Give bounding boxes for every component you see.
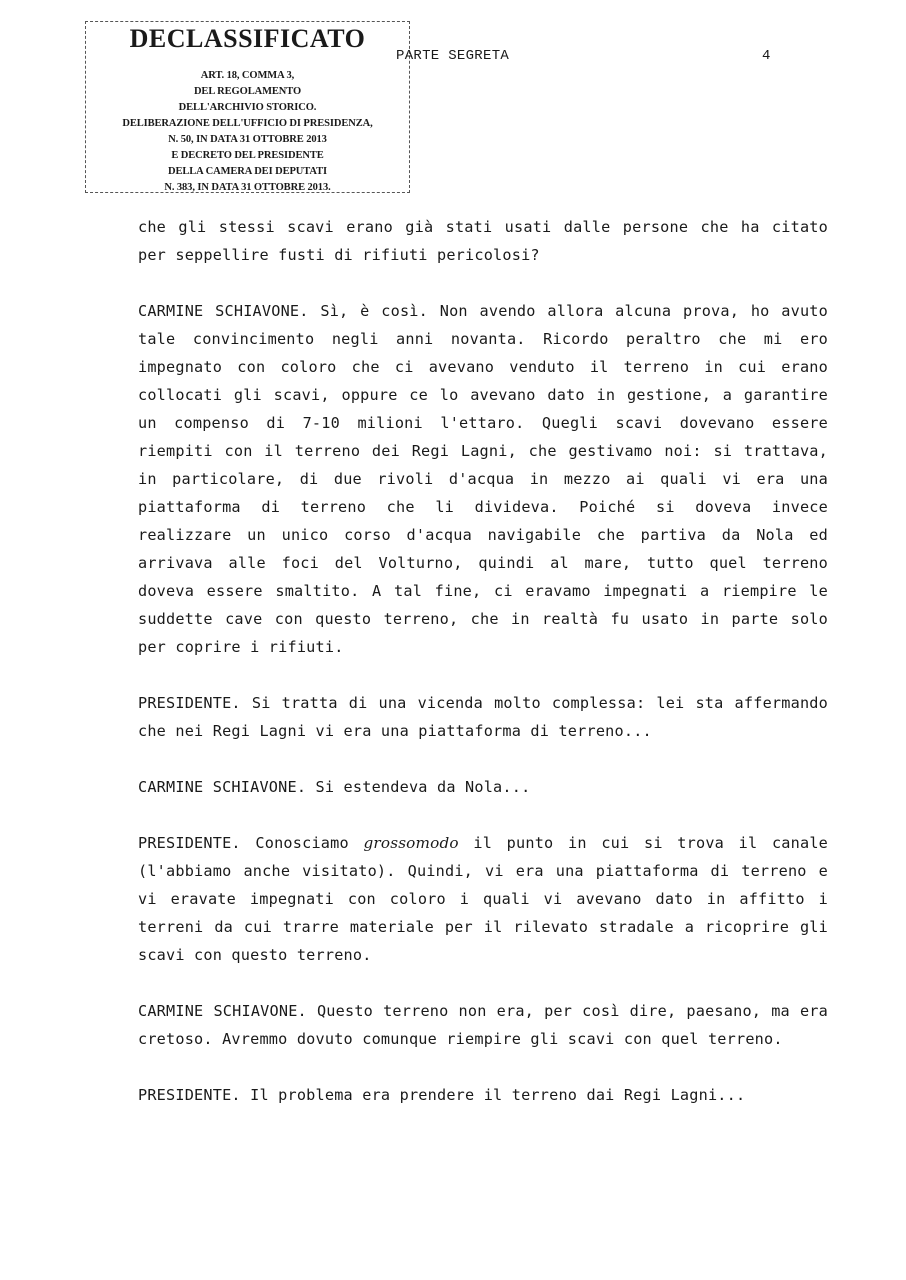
paragraph: CARMINE SCHIAVONE. Sì, è così. Non avendo allora alcuna prova, ho avuto tale convincimento negli anni novanta. Ricordo peraltro che mi ero impegnato con coloro che ci avevano venduto il terreno in cui erano collocati gli scavi, oppure ce lo avevano dato in gestione, a garantire un compenso di 7-10 milioni l'ettaro. Quegli scavi dovevano essere riempiti con il terreno dei Regi Lagni, che gestivamo noi: si trattava, in particolare, di due rivoli d'acqua in mezzo ai quali vi era una piattaforma di terreno che li divideva. Poiché si doveva invece realizzare un unico corso d'acqua navigabile che partiva da Nola ed arrivava alle foci del Volturno, quindi al mare, tutto quel terreno doveva essere smaltito. A tal fine, ci eravamo impegnati a riempire le suddette cave con questo terreno, che in realtà fu usato in parte solo per coprire i rifiuti. bbox=[138, 302, 828, 656]
paragraph: PRESIDENTE. Conosciamo grossomodo il punto in cui si trova il canale (l'abbiamo anche visitato). Quindi, vi era una piattaforma di terreno e vi eravate impegnati con coloro i quali vi avevano dato in affitto i terreni da cui trarre materiale per il rilevato stradale a ricoprire gli scavi con questo terreno. bbox=[138, 834, 829, 964]
stamp-line: DEL REGOLAMENTO bbox=[193, 86, 302, 97]
stamp-line: N. 383, IN DATA 31 OTTOBRE 2013. bbox=[164, 182, 331, 193]
paragraph: CARMINE SCHIAVONE. Si estendeva da Nola... bbox=[138, 778, 531, 796]
stamp-title: DECLASSIFICATO bbox=[129, 24, 366, 53]
paragraph: PRESIDENTE. Si tratta di una vicenda molto complessa: lei sta affermando che nei Regi Lagni vi era una piattaforma di terreno... bbox=[138, 694, 828, 740]
stamp-line: ART. 18, COMMA 3, bbox=[200, 70, 295, 81]
stamp-line: E DECRETO DEL PRESIDENTE bbox=[171, 150, 324, 161]
stamp-text bbox=[86, 68, 409, 196]
stamp-line: DELLA CAMERA DEI DEPUTATI bbox=[167, 166, 327, 177]
transcript-body bbox=[138, 213, 828, 1137]
stamp-line: DELIBERAZIONE DELL'UFFICIO DI PRESIDENZA, bbox=[122, 118, 373, 129]
paragraph: CARMINE SCHIAVONE. Questo terreno non era, per così dire, paesano, ma era cretoso. Avremmo dovuto comunque riempire gli scavi con quel terreno. bbox=[138, 1002, 828, 1048]
running-head: PARTE SEGRETA bbox=[396, 48, 510, 64]
paragraph: che gli stessi scavi erano già stati usati dalle persone che ha citato per seppellire fusti di rifiuti pericolosi? bbox=[138, 218, 828, 264]
italic-term: grossomodo bbox=[363, 834, 459, 852]
paragraph: PRESIDENTE. Il problema era prendere il terreno dai Regi Lagni... bbox=[138, 1086, 746, 1104]
declassified-stamp bbox=[85, 21, 410, 193]
page-number: 4 bbox=[762, 48, 771, 64]
stamp-line: N. 50, IN DATA 31 OTTOBRE 2013 bbox=[168, 134, 327, 145]
stamp-line: DELL'ARCHIVIO STORICO. bbox=[178, 102, 317, 113]
